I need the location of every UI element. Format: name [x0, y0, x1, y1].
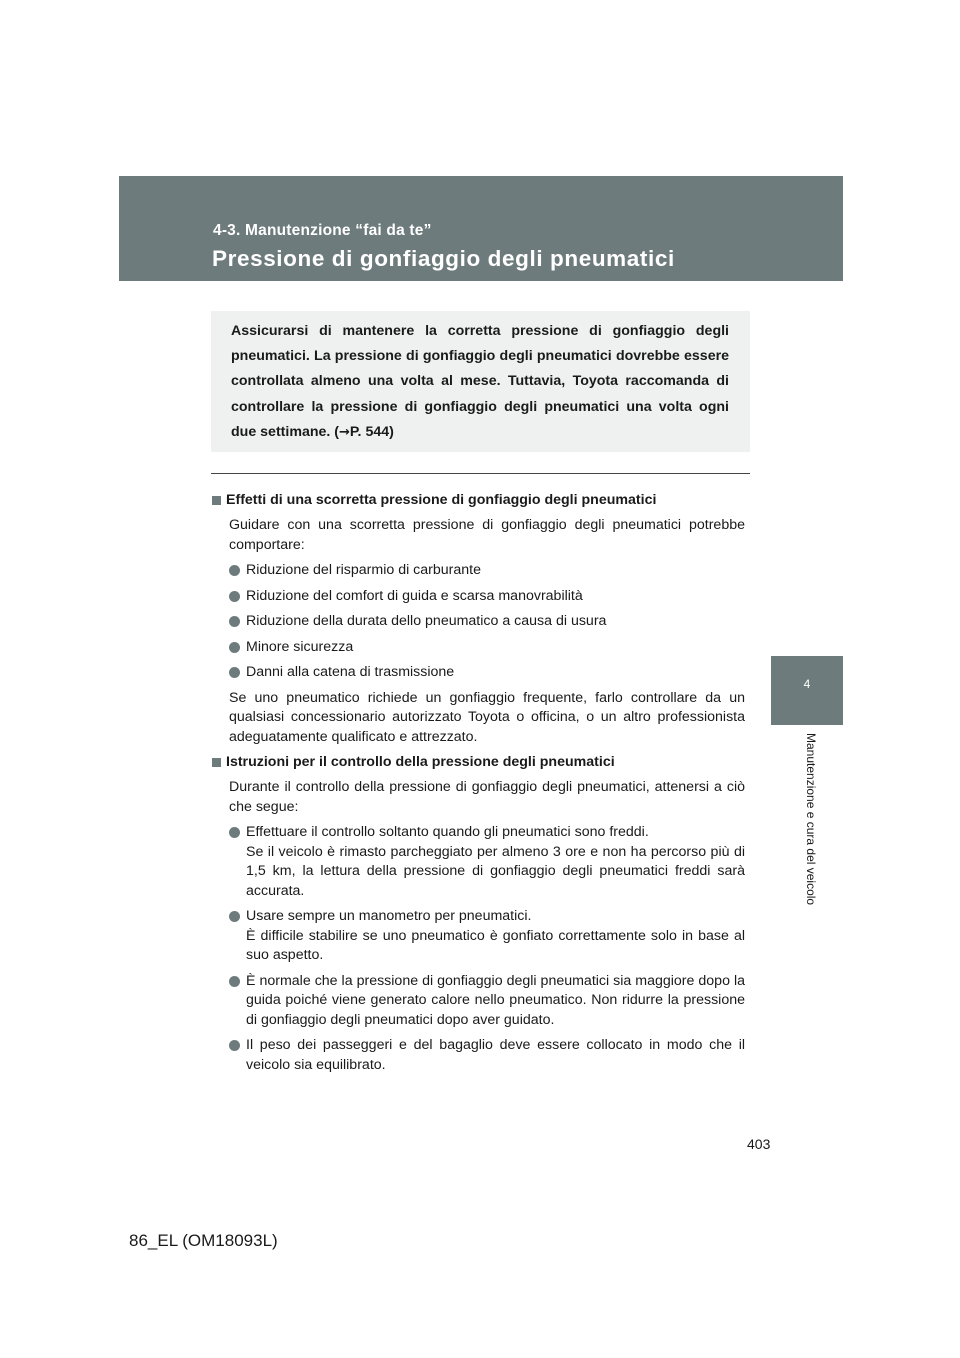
list-item-detail: Se il veicolo è rimasto parcheggiato per almeno 3 ore e non ha percorso più di 1,5 km, la lettura della pressione di gonfiaggio degli pneumatici freddi sarà accurata. — [246, 843, 745, 899]
arrow-icon: → — [339, 424, 350, 440]
list-item — [229, 907, 745, 966]
list-item-text: Riduzione del comfort di guida e scarsa manovrabilità — [246, 587, 583, 604]
intro-text — [231, 319, 729, 445]
list-item-detail: È difficile stabilire se uno pneumatico è gonfiato correttamente solo in base al suo aspetto. — [246, 927, 745, 963]
heading-text: Effetti di una scorretta pressione di gonfiaggio degli pneumatici — [226, 492, 657, 508]
chapter-number: 4 — [803, 677, 811, 691]
list-item — [229, 972, 745, 1031]
list-item — [229, 823, 745, 901]
section-heading-instructions — [212, 753, 745, 772]
paragraph: Guidare con una scorretta pressione di gonfiaggio degli pneumatici potrebbe comportare: — [229, 517, 745, 553]
round-bullet-icon — [229, 591, 240, 602]
list-item — [229, 587, 745, 607]
round-bullet-icon — [229, 827, 240, 838]
list-item-text: Effettuare il controllo soltanto quando gli pneumatici sono freddi. — [246, 824, 649, 840]
list-item-text: Riduzione del risparmio di carburante — [246, 562, 482, 578]
round-bullet-icon — [229, 976, 240, 987]
round-bullet-icon — [229, 667, 240, 678]
paragraph: Durante il controllo della pressione di gonfiaggio degli pneumatici, attenersi a ciò che segue: — [229, 779, 745, 815]
list-item-text: Il peso dei passeggeri e del bagaglio deve essere collocato in modo che il veicolo sia equilibrato. — [246, 1037, 745, 1073]
chapter-tab — [771, 656, 843, 725]
round-bullet-icon — [229, 1040, 240, 1051]
list-item-text: È normale che la pressione di gonfiaggio degli pneumatici sia maggiore dopo la guida poiché viene generato calore nello pneumatico. Non ridurre la pressione di gonfiaggio degli pneumatici dopo aver guidato. — [246, 972, 745, 1028]
square-bullet-icon — [212, 758, 221, 767]
list-item — [229, 663, 745, 683]
list-item-text: Riduzione della durata dello pneumatico a causa di usura — [246, 613, 607, 629]
manual-code: 86_EL (OM18093L) — [129, 1231, 278, 1250]
round-bullet-icon — [229, 565, 240, 576]
page-title: Pressione di gonfiaggio degli pneumatici — [212, 246, 675, 271]
round-bullet-icon — [229, 911, 240, 922]
main-content — [212, 491, 745, 1081]
list-item-text: Minore sicurezza — [246, 638, 354, 655]
intro-box — [211, 311, 750, 452]
list-item-text: Usare sempre un manometro per pneumatici. — [246, 908, 532, 924]
page-number: 403 — [747, 1136, 771, 1152]
list-item — [229, 1036, 745, 1075]
round-bullet-icon — [229, 616, 240, 627]
square-bullet-icon — [212, 496, 221, 505]
list-item — [229, 612, 745, 632]
section-heading-effects — [212, 491, 745, 510]
list-item-text: Danni alla catena di trasmissione — [246, 664, 455, 680]
page-header — [119, 176, 843, 281]
list-item — [229, 638, 745, 658]
intro-body: Assicurarsi di mantenere la corretta pressione di gonfiaggio degli pneumatici. La pressione di gonfiaggio degli pneumatici dovrebbe essere controllata almeno una volta al mese. Tuttavia, Toyota raccomanda di controllare la pressione di gonfiaggio degli pneumatici una volta ogni due settimane. ( — [231, 323, 729, 440]
chapter-title-vertical: Manutenzione e cura del veicolo — [804, 733, 818, 906]
paragraph: Se uno pneumatico richiede un gonfiaggio frequente, farlo controllare da un qualsiasi concessionario autorizzato Toyota o officina, o un altro professionista adeguatamente qualificato e attrezzato. — [229, 689, 745, 745]
list-item — [229, 561, 745, 581]
divider — [211, 473, 750, 474]
section-label: 4-3. Manutenzione “fai da te” — [213, 222, 432, 239]
heading-text: Istruzioni per il controllo della pressione degli pneumatici — [226, 754, 615, 770]
page-reference: P. 544) — [349, 423, 394, 440]
round-bullet-icon — [229, 642, 240, 653]
